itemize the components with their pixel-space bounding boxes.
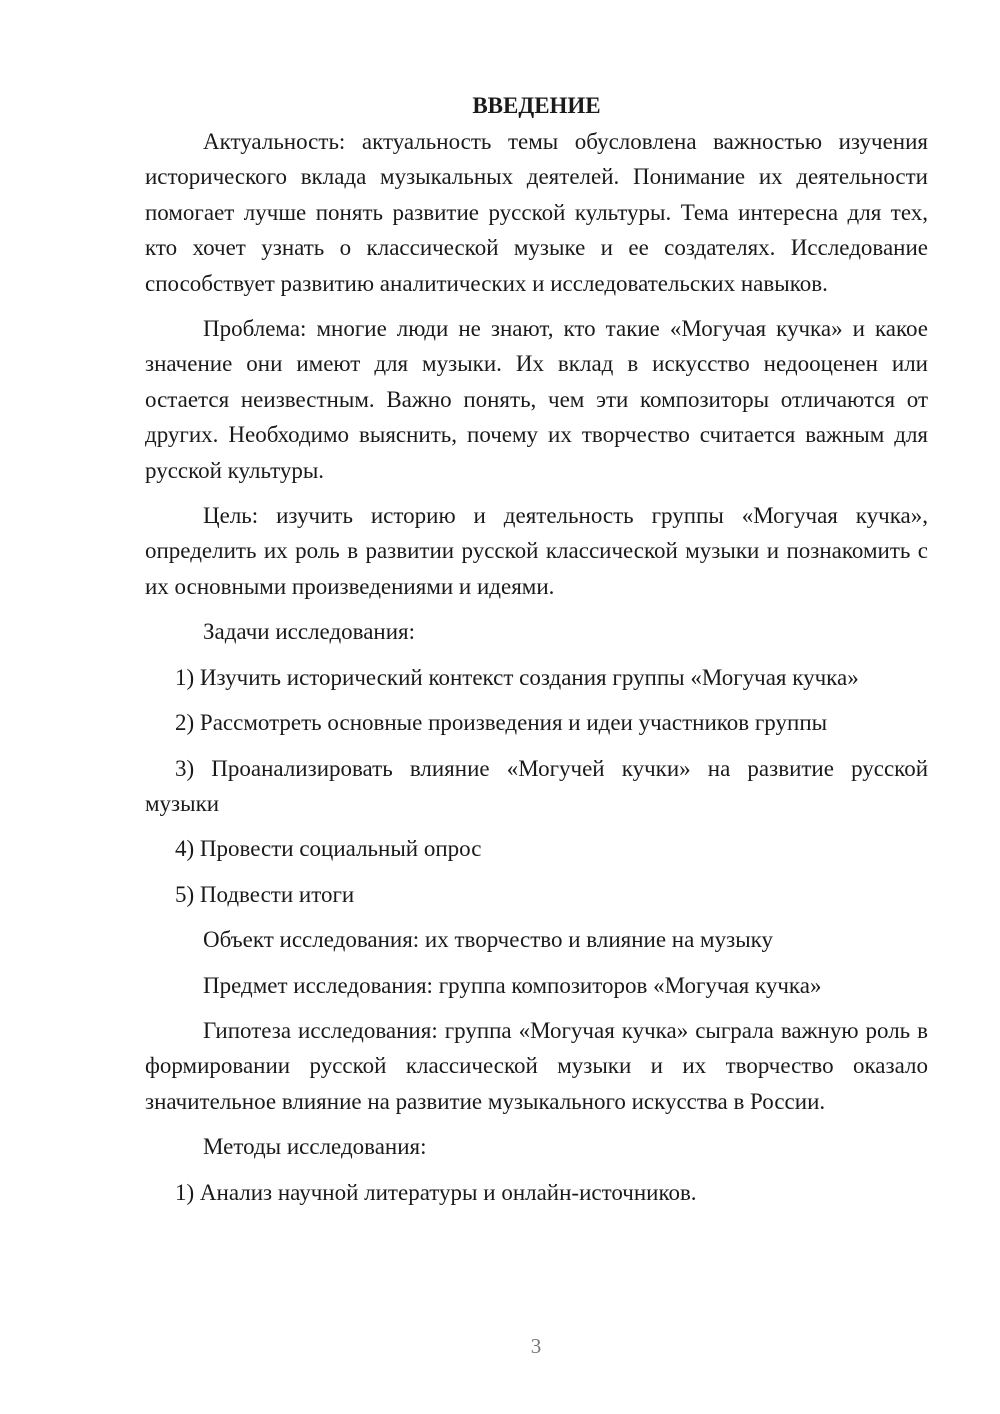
page-number: 3 — [530, 1334, 542, 1358]
methods-title: Методы исследования: — [203, 1134, 427, 1160]
task-item: 2) Рассмотреть основные произведения и идеи участников группы — [175, 710, 828, 736]
hypothesis-paragraph: Гипотеза исследования: группа «Могучая кучка» сыграла важную роль в формировании русской классической музыки и их творчество оказало значительное влияние на развитие музыкального искусства в России. — [145, 1017, 928, 1114]
object-line: Объект исследования: их творчество и влияние на музыку — [203, 927, 773, 953]
task-item: 4) Провести социальный опрос — [175, 836, 482, 862]
subject-line: Предмет исследования: группа композиторов «Могучая кучка» — [203, 972, 822, 998]
task-item: 1) Изучить исторический контекст создания группы «Могучая кучка» — [175, 664, 859, 690]
section-heading: ВВЕДЕНИЕ — [472, 93, 601, 118]
relevance-paragraph: Актуальность: актуальность темы обусловлена важностью изучения исторического вклада музыкальных деятелей. Понимание их деятельности помогает лучше понять развитие русской культуры. Тема интересна для тех, кто хочет узнать о классической музыке и ее создателях. Исследование способствует развитию аналитических и исследовательских навыков. — [145, 129, 928, 296]
method-item: 1) Анализ научной литературы и онлайн-источников. — [175, 1179, 697, 1205]
task-item: 3) Проанализировать влияние «Могучей кучки» на развитие русской музыки — [145, 755, 928, 816]
tasks-title: Задачи исследования: — [203, 619, 416, 645]
document-page — [145, 88, 928, 1220]
problem-paragraph: Проблема: многие люди не знают, кто такие «Могучая кучка» и какое значение они имеют для музыки. Их вклад в искусство недооценен или остается неизвестным. Важно понять, чем эти композиторы отличаются от других. Необходимо выяснить, почему их творчество считается важным для русской культуры. — [145, 316, 928, 483]
task-item: 5) Подвести итоги — [175, 881, 355, 907]
goal-paragraph: Цель: изучить историю и деятельность группы «Могучая кучка», определить их роль в развитии русской классической музыки и познакомить с их основными произведениями и идеями. — [145, 503, 928, 599]
